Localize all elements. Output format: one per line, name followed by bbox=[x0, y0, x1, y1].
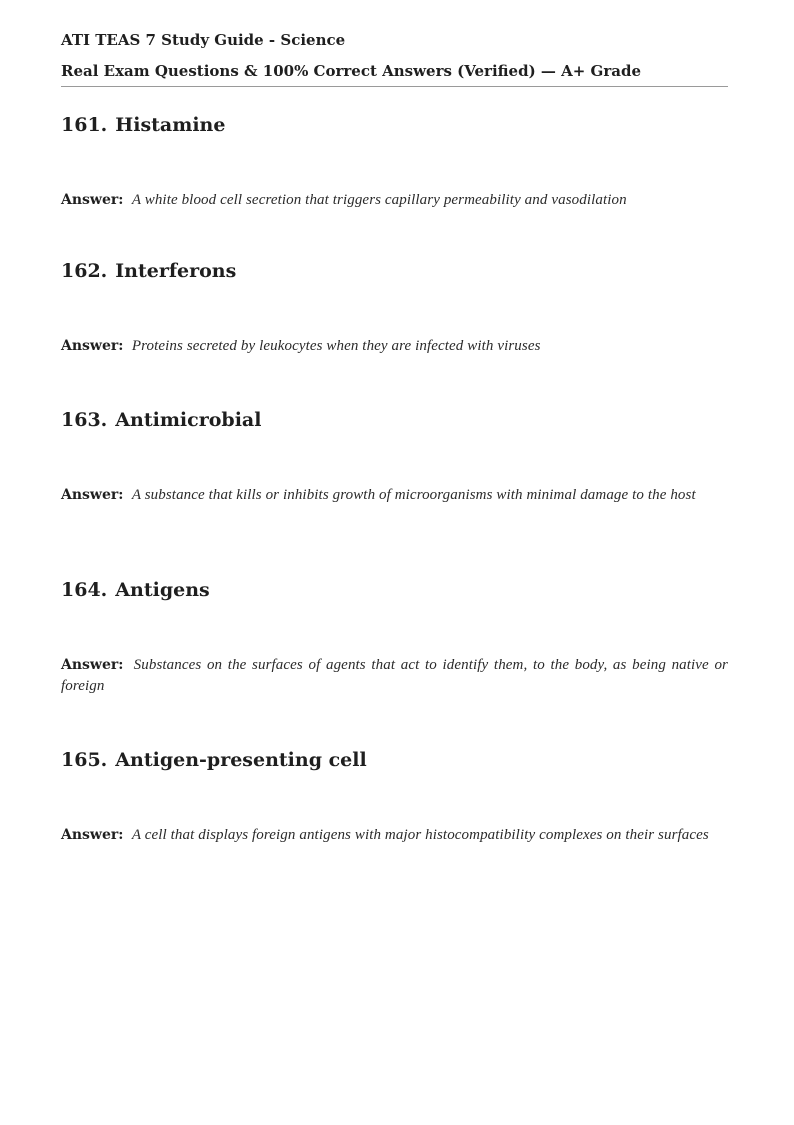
page-header bbox=[61, 30, 728, 87]
entry-term-heading bbox=[61, 747, 728, 773]
entry-term: Antigen-presenting cell bbox=[115, 749, 367, 771]
entry-164 bbox=[61, 577, 728, 697]
entry-answer bbox=[61, 336, 728, 357]
entry-number: 165. bbox=[61, 749, 108, 771]
answer-text: Proteins secreted by leukocytes when they are infected with viruses bbox=[131, 338, 541, 354]
entry-number: 161. bbox=[61, 114, 108, 136]
entry-term-heading bbox=[61, 407, 728, 433]
entry-term: Interferons bbox=[115, 260, 237, 282]
entry-term-heading bbox=[61, 258, 728, 284]
entry-161 bbox=[61, 112, 728, 211]
answer-text: A cell that displays foreign antigens with major histocompatibility complexes on their surfaces bbox=[131, 827, 709, 843]
entry-term: Histamine bbox=[115, 114, 226, 136]
entry-number: 164. bbox=[61, 579, 108, 601]
answer-label: Answer: bbox=[61, 192, 124, 208]
entry-answer bbox=[61, 825, 728, 846]
entry-answer bbox=[61, 655, 728, 697]
entry-answer bbox=[61, 190, 728, 211]
entry-number: 163. bbox=[61, 409, 108, 431]
answer-text: A substance that kills or inhibits growth of microorganisms with minimal damage to the host bbox=[131, 487, 696, 503]
answer-text: A white blood cell secretion that triggers capillary permeability and vasodilation bbox=[131, 192, 627, 208]
answer-label: Answer: bbox=[61, 657, 124, 673]
entry-162 bbox=[61, 258, 728, 357]
entry-term-heading bbox=[61, 112, 728, 138]
entry-term-heading bbox=[61, 577, 728, 603]
entry-163 bbox=[61, 407, 728, 506]
entry-number: 162. bbox=[61, 260, 108, 282]
answer-text: Substances on the surfaces of agents that act to identify them, to the body, as being native or foreign bbox=[61, 657, 728, 694]
answer-label: Answer: bbox=[61, 338, 124, 354]
entry-term: Antimicrobial bbox=[115, 409, 262, 431]
entry-term: Antigens bbox=[115, 579, 210, 601]
answer-label: Answer: bbox=[61, 487, 124, 503]
entry-answer bbox=[61, 485, 728, 506]
answer-label: Answer: bbox=[61, 827, 124, 843]
entry-165 bbox=[61, 747, 728, 846]
header-title: ATI TEAS 7 Study Guide - Science bbox=[61, 31, 346, 49]
header-subtitle: Real Exam Questions & 100% Correct Answers (Verified) — A+ Grade bbox=[61, 62, 642, 80]
